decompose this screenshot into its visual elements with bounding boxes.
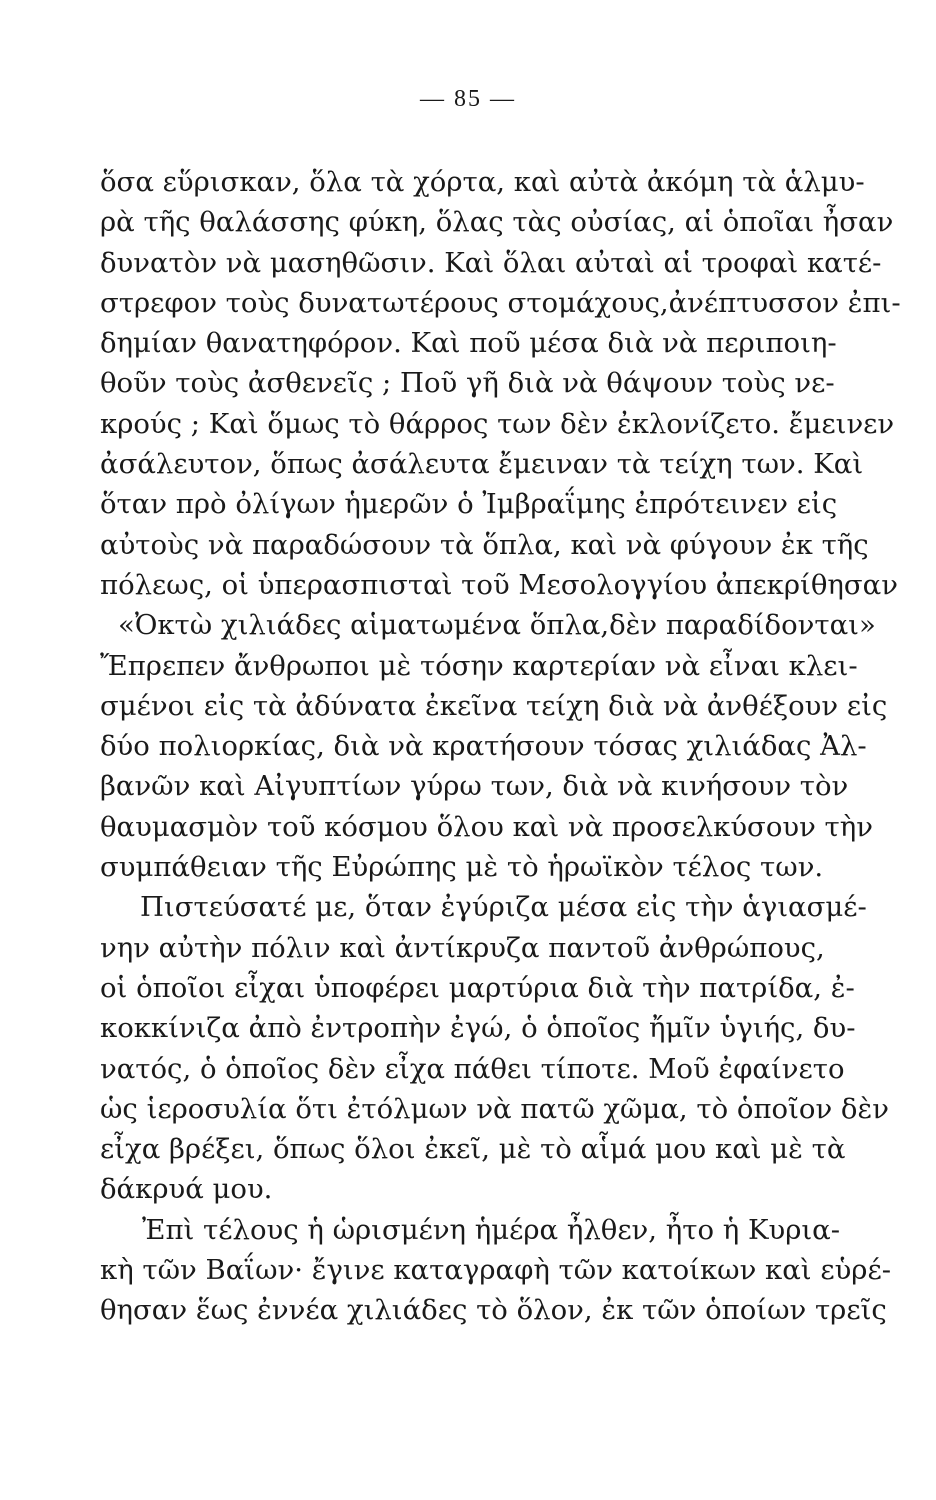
text-line: θησαν ἕως ἐννέα χιλιάδες τὸ ὅλον, ἐκ τῶν ὁποίων τρεῖς xyxy=(100,1294,887,1327)
text-line: νην αὐτὴν πόλιν καὶ ἀντίκρυζα παντοῦ ἀνθρώπους, xyxy=(100,931,825,964)
text-line: εἶχα βρέξει, ὅπως ὅλοι ἐκεῖ, μὲ τὸ αἷμά μου καὶ μὲ τὰ xyxy=(100,1133,846,1166)
text-line: Ἔπρεπεν ἄνθρωποι μὲ τόσην καρτερίαν νὰ εἶναι κλει- xyxy=(100,649,858,682)
text-line: δύο πολιορκίας, διὰ νὰ κρατήσουν τόσας χιλιάδας Ἀλ- xyxy=(100,730,867,763)
text-line: σμένοι εἰς τὰ ἀδύνατα ἐκεῖνα τείχη διὰ νὰ ἀνθέξουν εἰς xyxy=(100,689,888,722)
text-line: νατός, ὁ ὁποῖος δὲν εἶχα πάθει τίποτε. Μοῦ ἐφαίνετο xyxy=(100,1052,845,1085)
text-line: συμπάθειαν τῆς Εὐρώπης μὲ τὸ ἡρωϊκὸν τέλος των. xyxy=(100,851,824,884)
paragraph-start-line: Ἐπὶ τέλους ἡ ὡρισμένη ἡμέρα ἦλθεν, ἦτο ἡ Κυρια- xyxy=(142,1213,841,1246)
text-line: πόλεως, οἱ ὑπερασπισταὶ τοῦ Μεσολογγίου ἀπεκρίθησαν xyxy=(100,568,898,601)
text-line: ἀσάλευτον, ὅπως ἀσάλευτα ἔμειναν τὰ τείχη των. Καὶ xyxy=(100,448,864,481)
text-line: αὐτοὺς νὰ παραδώσουν τὰ ὅπλα, καὶ νὰ φύγουν ἐκ τῆς xyxy=(100,528,869,561)
paragraph-start-line: Πιστεύσατέ με, ὅταν ἐγύριζα μέσα εἰς τὴν ἁγιασμέ- xyxy=(140,891,867,924)
quotation-line: «Ὀκτὼ χιλιάδες αἱματωμένα ὅπλα,δὲν παραδίδονται» xyxy=(118,609,876,642)
text-line: κρούς ; Καὶ ὅμως τὸ θάρρος των δὲν ἐκλονίζετο. ἔμεινεν xyxy=(100,407,895,440)
text-line: θοῦν τοὺς ἀσθενεῖς ; Ποῦ γῆ διὰ νὰ θάψουν τοὺς νε- xyxy=(100,367,835,400)
text-line: θαυμασμὸν τοῦ κόσμου ὅλου καὶ νὰ προσελκύσουν τὴν xyxy=(100,810,873,843)
text-line: κὴ τῶν Βαΐων· ἔγινε καταγραφὴ τῶν κατοίκων καὶ εὑρέ- xyxy=(100,1254,891,1287)
text-line: δυνατὸν νὰ μασηθῶσιν. Καὶ ὅλαι αὐταὶ αἱ τροφαὶ κατέ- xyxy=(100,246,882,279)
text-line: στρεφον τοὺς δυνατωτέρους στομάχους,ἀνέπτυσσον ἐπι- xyxy=(100,286,901,319)
text-line: βανῶν καὶ Αἰγυπτίων γύρω των, διὰ νὰ κινήσουν τὸν xyxy=(100,770,849,803)
page-number: — 85 — xyxy=(420,86,516,112)
text-line: οἱ ὁποῖοι εἶχαι ὑποφέρει μαρτύρια διὰ τὴν πατρίδα, ἐ- xyxy=(100,971,855,1004)
text-line: δημίαν θανατηφόρον. Καὶ ποῦ μέσα διὰ νὰ περιποιη- xyxy=(100,327,837,360)
body-text xyxy=(100,162,920,1331)
text-line: ὅταν πρὸ ὀλίγων ἡμερῶν ὁ Ἰμβραΐμης ἐπρότεινεν εἰς xyxy=(100,488,838,521)
text-line: ὅσα εὕρισκαν, ὅλα τὰ χόρτα, καὶ αὐτὰ ἀκόμη τὰ ἁλμυ- xyxy=(100,166,865,198)
text-line: δάκρυά μου. xyxy=(100,1173,273,1206)
text-line: ρὰ τῆς θαλάσσης φύκη, ὅλας τὰς οὐσίας, αἱ ὁποῖαι ἦσαν xyxy=(100,206,894,239)
text-line: κοκκίνιζα ἀπὸ ἐντροπὴν ἐγώ, ὁ ὁποῖος ἤμῖν ὑγιής, δυ- xyxy=(100,1012,856,1045)
text-line: ὡς ἱεροσυλία ὅτι ἐτόλμων νὰ πατῶ χῶμα, τὸ ὁποῖον δὲν xyxy=(100,1092,889,1125)
